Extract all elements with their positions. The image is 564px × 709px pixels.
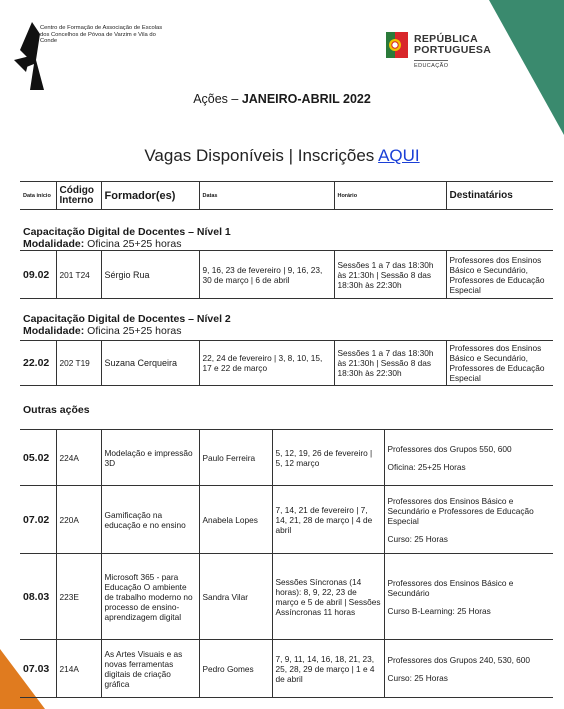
section-nivel-2 bbox=[23, 313, 231, 337]
row-dates: 7, 14, 21 de fevereiro | 7, 14, 21, 28 de março | 4 de abril bbox=[272, 486, 384, 554]
header-data-inicio: Data início bbox=[20, 182, 56, 210]
table-nivel-2 bbox=[20, 340, 553, 386]
section-outras-acoes bbox=[23, 404, 90, 416]
republica-portuguesa-text bbox=[414, 34, 491, 56]
row-action-name: Gamificação na educação e no ensino bbox=[101, 486, 199, 554]
row-modality: Curso B-Learning: 25 Horas bbox=[387, 605, 491, 616]
header-formador: Formador(es) bbox=[101, 182, 199, 210]
row-date: 07.02 bbox=[20, 486, 56, 554]
page-title-period: JANEIRO-ABRIL 2022 bbox=[241, 92, 371, 106]
modality-value: Oficina 25+25 horas bbox=[84, 325, 182, 337]
row-code: 202 T19 bbox=[56, 341, 101, 386]
table-row bbox=[20, 251, 553, 299]
section-nivel-1 bbox=[23, 226, 231, 250]
header-destinatarios: Destinatários bbox=[446, 182, 553, 210]
portugal-shield-icon bbox=[386, 32, 408, 58]
table-row bbox=[20, 486, 553, 554]
row-recipients-list: Professores dos Grupos 240, 530, 600 bbox=[387, 654, 531, 665]
row-dates: 7, 9, 11, 14, 16, 18, 21, 23, 25, 28, 29 de março | 1 e 4 de abril bbox=[272, 640, 384, 698]
row-action-name: Microsoft 365 - para Educação O ambiente de trabalho moderno no processo de ensino-aprendizagem digital bbox=[101, 554, 199, 640]
row-recipients bbox=[384, 554, 553, 640]
vacancies-text: Vagas Disponíveis | Inscrições bbox=[144, 146, 379, 165]
modality-label: Modalidade: bbox=[23, 238, 85, 250]
vacancies-heading bbox=[0, 146, 564, 166]
row-code: 224A bbox=[56, 430, 101, 486]
row-recipients-list: Professores dos Ensinos Básico e Secundário bbox=[387, 577, 514, 598]
row-modality: Curso: 25 Horas bbox=[387, 533, 448, 544]
header-codigo: Código Interno bbox=[56, 182, 101, 210]
modality-value: Oficina 25+25 horas bbox=[84, 238, 182, 250]
section-title: Outras ações bbox=[23, 404, 90, 416]
row-code: 201 T24 bbox=[56, 251, 101, 299]
table-row bbox=[20, 430, 553, 486]
row-recipients-list: Professores dos Ensinos Básico e Secundário e Professores de Educação Especial bbox=[387, 495, 534, 526]
modality-label: Modalidade: bbox=[23, 325, 85, 337]
header-horario: Horário bbox=[334, 182, 446, 210]
row-date: 07.03 bbox=[20, 640, 56, 698]
row-action-name: Modelação e impressão 3D bbox=[101, 430, 199, 486]
row-recipients bbox=[384, 640, 553, 698]
section-title: Capacitação Digital de Docentes – Nível 2 bbox=[23, 313, 231, 325]
table-nivel-1 bbox=[20, 250, 553, 299]
row-schedule: Sessões 1 a 7 das 18:30h às 21:30h | Sessão 8 das 18:30h às 22:30h bbox=[334, 251, 446, 299]
republica-portuguesa-logo bbox=[386, 32, 516, 72]
row-dates: Sessões Síncronas (14 horas): 8, 9, 22, 23 de março e 5 de abril | Sessões Assíncronas 11 horas bbox=[272, 554, 384, 640]
row-recipients: Professores dos Ensinos Básico e Secundário, Professores de Educação Especial bbox=[446, 251, 553, 299]
gov-line-2: PORTUGUESA bbox=[414, 44, 492, 56]
row-modality: Oficina: 25+25 Horas bbox=[387, 461, 466, 472]
row-trainer: Suzana Cerqueira bbox=[101, 341, 199, 386]
row-dates: 9, 16, 23 de fevereiro | 9, 16, 23, 30 de março | 6 de abril bbox=[199, 251, 334, 299]
row-trainer: Sérgio Rua bbox=[101, 251, 199, 299]
table-row bbox=[20, 640, 553, 698]
row-recipients bbox=[384, 430, 553, 486]
table-header bbox=[20, 181, 553, 210]
page-title-prefix: Ações – bbox=[193, 92, 242, 106]
row-code: 220A bbox=[56, 486, 101, 554]
training-center-logo bbox=[10, 20, 180, 92]
row-date: 05.02 bbox=[20, 430, 56, 486]
training-center-name: Centro de Formação de Associação de Escolas dos Concelhos de Póvoa de Varzim e Vila do Conde bbox=[40, 25, 163, 45]
row-code: 214A bbox=[56, 640, 101, 698]
row-recipients: Professores dos Ensinos Básico e Secundário, Professores de Educação Especial bbox=[446, 341, 553, 386]
row-date: 08.03 bbox=[20, 554, 56, 640]
table-row bbox=[20, 554, 553, 640]
register-link[interactable]: AQUI bbox=[378, 146, 420, 165]
row-schedule: Sessões 1 a 7 das 18:30h às 21:30h | Sessão 8 das 18:30h às 22:30h bbox=[334, 341, 446, 386]
row-recipients bbox=[384, 486, 553, 554]
table-outras-acoes bbox=[20, 429, 553, 698]
row-modality: Curso: 25 Horas bbox=[387, 672, 448, 683]
section-title: Capacitação Digital de Docentes – Nível 1 bbox=[23, 226, 231, 238]
table-row bbox=[20, 341, 553, 386]
gov-line-1: REPÚBLICA bbox=[414, 33, 478, 45]
education-label: EDUCAÇÃO bbox=[414, 60, 448, 69]
row-recipients-list: Professores dos Grupos 550, 600 bbox=[387, 443, 512, 454]
row-action-name: As Artes Visuais e as novas ferramentas digitais de criação gráfica bbox=[101, 640, 199, 698]
row-trainer: Sandra Vilar bbox=[199, 554, 272, 640]
row-date: 22.02 bbox=[20, 341, 56, 386]
header-datas: Datas bbox=[199, 182, 334, 210]
row-trainer: Paulo Ferreira bbox=[199, 430, 272, 486]
row-date: 09.02 bbox=[20, 251, 56, 299]
row-trainer: Anabela Lopes bbox=[199, 486, 272, 554]
row-dates: 5, 12, 19, 26 de fevereiro | 5, 12 março bbox=[272, 430, 384, 486]
row-trainer: Pedro Gomes bbox=[199, 640, 272, 698]
page-title bbox=[0, 92, 564, 106]
row-dates: 22, 24 de fevereiro | 3, 8, 10, 15, 17 e 22 de março bbox=[199, 341, 334, 386]
row-code: 223E bbox=[56, 554, 101, 640]
